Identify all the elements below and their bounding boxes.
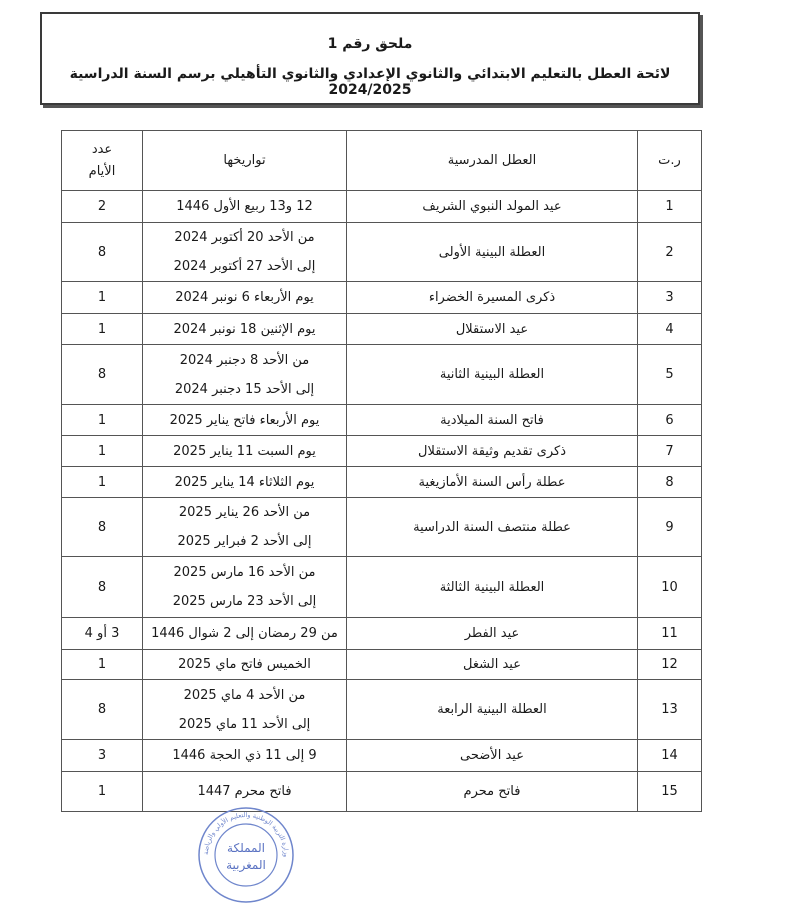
table-row	[62, 405, 702, 436]
holidays-table	[61, 130, 702, 812]
date-line: إلى الأحد 2 فبراير 2025	[177, 534, 312, 549]
row-number: 14	[638, 740, 702, 772]
row-number: 8	[638, 467, 702, 498]
header-days-line2: الأيام	[88, 163, 116, 179]
holiday-name: ذكرى المسيرة الخضراء	[347, 282, 638, 314]
table-row	[62, 436, 702, 467]
date-line: من الأحد 26 يناير 2025	[178, 505, 311, 520]
date-line: إلى الأحد 27 أكتوبر 2024	[173, 259, 316, 274]
days-count: 3 أو 4	[62, 618, 143, 650]
date-line: من 29 رمضان إلى 2 شوال 1446	[151, 626, 338, 641]
date-line: يوم الإثنين 18 نونبر 2024	[173, 321, 316, 337]
table-row	[62, 467, 702, 498]
table-row	[62, 345, 702, 405]
date-line: الخميس فاتح ماي 2025	[178, 657, 311, 672]
header-days-line1: عدد	[91, 141, 113, 157]
row-number: 5	[638, 345, 702, 405]
row-number: 10	[638, 557, 702, 618]
header-holiday: العطل المدرسية	[347, 131, 638, 191]
holiday-dates	[143, 498, 347, 557]
holiday-dates	[143, 557, 347, 618]
official-stamp	[196, 805, 296, 905]
holiday-name: فاتح محرم	[347, 772, 638, 812]
title-box	[40, 12, 700, 105]
date-line: من الأحد 16 مارس 2025	[173, 565, 316, 580]
header-dates: تواريخها	[143, 131, 347, 191]
days-count: 1	[62, 282, 143, 314]
date-line: 9 إلى 11 ذي الحجة 1446	[172, 748, 317, 763]
date-line: يوم السبت 11 يناير 2025	[173, 443, 316, 459]
days-count: 8	[62, 345, 143, 405]
days-count: 8	[62, 680, 143, 740]
holiday-name: العطلة البينية الثانية	[347, 345, 638, 405]
holiday-name: العطلة البينية الأولى	[347, 223, 638, 282]
holiday-name: عيد الشغل	[347, 650, 638, 680]
stamp-ring-text: وزارة التربية الوطنية والتعليم الأولي والرياضة	[201, 810, 291, 858]
date-line: يوم الثلاثاء 14 يناير 2025	[174, 474, 315, 490]
date-line: إلى الأحد 11 ماي 2025	[178, 716, 311, 732]
holiday-dates	[143, 405, 347, 436]
stamp-text-line1: المملكة	[227, 841, 265, 855]
header-days	[62, 131, 143, 191]
date-line: إلى الأحد 15 دجنبر 2024	[174, 381, 315, 397]
holiday-name: عيد الأضحى	[347, 740, 638, 772]
table-row	[62, 772, 702, 812]
table-row	[62, 650, 702, 680]
holiday-dates	[143, 680, 347, 740]
holiday-dates	[143, 223, 347, 282]
header-num: ر.ت	[638, 131, 702, 191]
days-count: 2	[62, 191, 143, 223]
table-row	[62, 223, 702, 282]
holiday-name: عطلة منتصف السنة الدراسية	[347, 498, 638, 557]
annex-heading: ملحق رقم 1	[327, 36, 413, 52]
holiday-dates	[143, 282, 347, 314]
holiday-dates	[143, 345, 347, 405]
days-count: 8	[62, 557, 143, 618]
holiday-name: عطلة رأس السنة الأمازيغية	[347, 467, 638, 498]
holiday-name: ذكرى تقديم وثيقة الاستقلال	[347, 436, 638, 467]
holiday-dates	[143, 618, 347, 650]
days-count: 8	[62, 223, 143, 282]
days-count: 1	[62, 467, 143, 498]
holiday-name: عيد الفطر	[347, 618, 638, 650]
holiday-dates	[143, 436, 347, 467]
table-row	[62, 314, 702, 345]
holiday-dates	[143, 191, 347, 223]
row-number: 4	[638, 314, 702, 345]
row-number: 12	[638, 650, 702, 680]
date-line: من الأحد 4 ماي 2025	[183, 687, 306, 703]
holiday-dates	[143, 740, 347, 772]
date-line: من الأحد 20 أكتوبر 2024	[174, 230, 315, 245]
days-count: 1	[62, 405, 143, 436]
date-line: يوم الأربعاء فاتح يناير 2025	[169, 412, 320, 428]
row-number: 15	[638, 772, 702, 812]
holiday-name: العطلة البينية الرابعة	[347, 680, 638, 740]
holiday-name: عيد الاستقلال	[347, 314, 638, 345]
row-number: 11	[638, 618, 702, 650]
document-title: لائحة العطل بالتعليم الابتدائي والثانوي الإعدادي والثانوي التأهيلي برسم السنة الدراسية 2024/2025	[69, 66, 671, 98]
holiday-name: فاتح السنة الميلادية	[347, 405, 638, 436]
stamp-text-line2: المغربية	[226, 858, 266, 872]
date-line: 12 و13 ربيع الأول 1446	[176, 199, 313, 214]
table-row	[62, 282, 702, 314]
holiday-dates	[143, 650, 347, 680]
table-row	[62, 557, 702, 618]
row-number: 1	[638, 191, 702, 223]
days-count: 3	[62, 740, 143, 772]
holiday-dates	[143, 467, 347, 498]
date-line: فاتح محرم 1447	[197, 784, 292, 799]
holiday-dates	[143, 314, 347, 345]
table-row	[62, 680, 702, 740]
days-count: 1	[62, 772, 143, 812]
date-line: من الأحد 8 دجنبر 2024	[179, 352, 310, 368]
row-number: 13	[638, 680, 702, 740]
row-number: 6	[638, 405, 702, 436]
date-line: يوم الأربعاء 6 نونبر 2024	[175, 290, 314, 305]
holiday-name: العطلة البينية الثالثة	[347, 557, 638, 618]
days-count: 1	[62, 436, 143, 467]
days-count: 1	[62, 314, 143, 345]
days-count: 1	[62, 650, 143, 680]
table-row	[62, 618, 702, 650]
row-number: 3	[638, 282, 702, 314]
table-row	[62, 740, 702, 772]
stamp-outer-ring	[199, 808, 293, 902]
row-number: 2	[638, 223, 702, 282]
date-line: إلى الأحد 23 مارس 2025	[172, 594, 317, 609]
days-count: 8	[62, 498, 143, 557]
table-header-row	[62, 131, 702, 191]
stamp-inner-ring	[215, 824, 277, 886]
row-number: 9	[638, 498, 702, 557]
table-row	[62, 191, 702, 223]
table-row	[62, 498, 702, 557]
row-number: 7	[638, 436, 702, 467]
holiday-name: عيد المولد النبوي الشريف	[347, 191, 638, 223]
